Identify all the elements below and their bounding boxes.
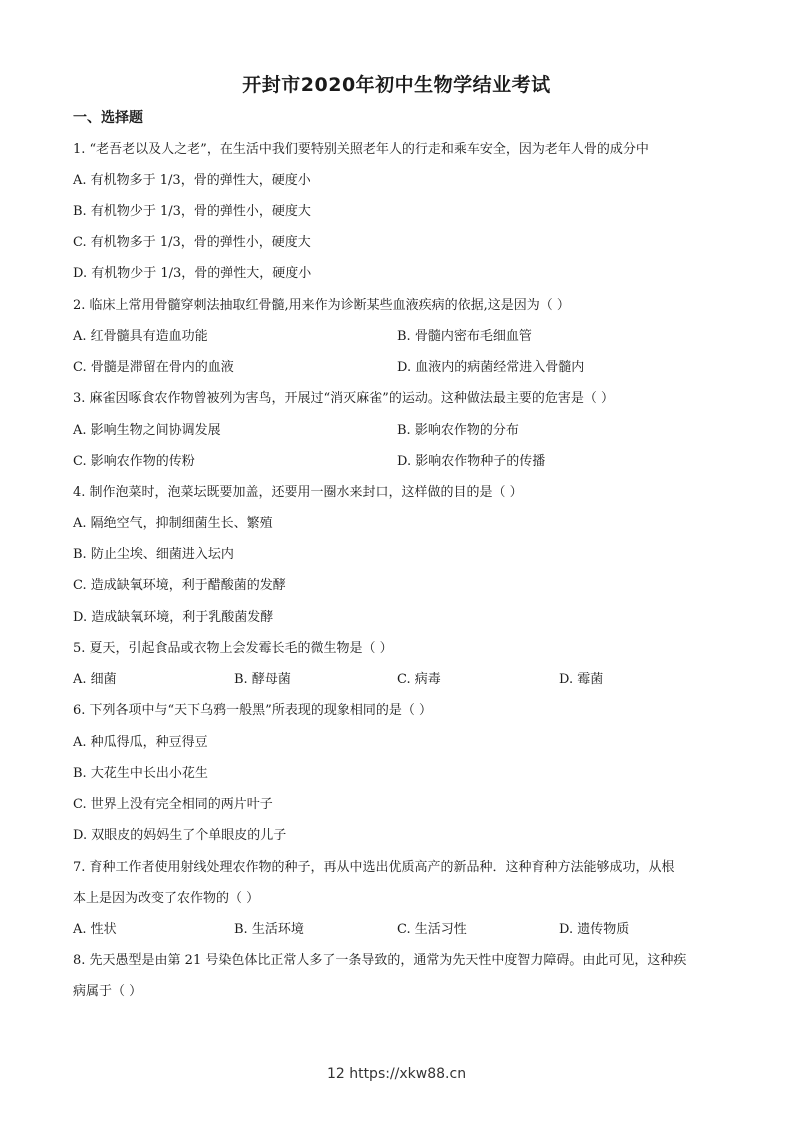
question-5-option-b: B. 酵母菌	[234, 672, 291, 687]
question-7-option-c: C. 生活习性	[397, 922, 467, 937]
question-7-stem-line-1: 7. 育种工作者使用射线处理农作物的种子，再从中选出优质高产的新品种．这种育种方法能够成功，从根	[73, 860, 675, 875]
question-2-stem: 2. 临床上常用骨髓穿刺法抽取红骨髓,用来作为诊断某些血液疾病的依据,这是因为（ ）	[73, 298, 570, 313]
question-6-option-a: A. 种瓜得瓜，种豆得豆	[73, 735, 208, 750]
question-4-option-b: B. 防止尘埃、细菌进入坛内	[73, 547, 234, 562]
question-8-stem-line-1: 8. 先天愚型是由第 21 号染色体比正常人多了一条导致的，通常为先天性中度智力障碍。由此可见，这种疾	[73, 953, 687, 968]
question-4-option-a: A. 隔绝空气，抑制细菌生长、繁殖	[73, 516, 273, 531]
question-6-stem: 6. 下列各项中与“天下乌鸦一般黑”所表现的现象相同的是（ ）	[73, 703, 432, 718]
question-1-option-a: A. 有机物多于 1/3，骨的弹性大，硬度小	[73, 173, 311, 188]
question-5-option-c: C. 病毒	[397, 672, 441, 687]
question-7-option-b: B. 生活环境	[234, 922, 304, 937]
question-2-option-d: D. 血液内的病菌经常进入骨髓内	[397, 360, 585, 375]
question-4-stem: 4. 制作泡菜时，泡菜坛既要加盖，还要用一圈水来封口，这样做的目的是（ ）	[73, 485, 523, 500]
question-2-option-b: B. 骨髓内密布毛细血管	[397, 329, 532, 344]
question-4-option-c: C. 造成缺氧环境，利于醋酸菌的发酵	[73, 578, 286, 593]
question-6-option-d: D. 双眼皮的妈妈生了个单眼皮的儿子	[73, 828, 287, 843]
question-2-option-a: A. 红骨髓具有造血功能	[73, 329, 208, 344]
question-1-option-d: D. 有机物少于 1/3，骨的弹性大，硬度小	[73, 266, 312, 281]
question-4-option-d: D. 造成缺氧环境，利于乳酸菌发酵	[73, 610, 274, 625]
question-7-stem-line-2: 本上是因为改变了农作物的（ ）	[73, 891, 260, 906]
question-1-stem: 1. “老吾老以及人之老”，在生活中我们要特别关照老年人的行走和乘车安全，因为老年人骨的成分中	[73, 142, 649, 157]
question-5-stem: 5. 夏天，引起食品或衣物上会发霉长毛的微生物是（ ）	[73, 641, 393, 656]
question-6-option-c: C. 世界上没有完全相同的两片叶子	[73, 797, 273, 812]
question-8-stem-line-2: 病属于（ ）	[73, 984, 143, 999]
question-3-stem: 3. 麻雀因啄食农作物曾被列为害鸟，开展过“消灭麻雀”的运动。这种做法最主要的危害是（ ）	[73, 391, 614, 406]
question-7-option-a: A. 性状	[73, 922, 117, 937]
question-3-option-a: A. 影响生物之间协调发展	[73, 423, 221, 438]
page-footer: 12 https://xkw88.cn	[326, 1066, 467, 1082]
question-2-option-c: C. 骨髓是滞留在骨内的血液	[73, 360, 234, 375]
question-3-option-c: C. 影响农作物的传粉	[73, 454, 195, 469]
question-3-option-d: D. 影响农作物种子的传播	[397, 454, 546, 469]
question-6-option-b: B. 大花生中长出小花生	[73, 766, 208, 781]
page-title: 开封市2020年初中生物学结业考试	[242, 74, 551, 96]
question-1-option-c: C. 有机物多于 1/3，骨的弹性小，硬度大	[73, 235, 311, 250]
section-heading: 一、选择题	[73, 110, 143, 126]
question-7-option-d: D. 遗传物质	[559, 922, 630, 937]
question-5-option-a: A. 细菌	[73, 672, 117, 687]
question-1-option-b: B. 有机物少于 1/3，骨的弹性小，硬度大	[73, 204, 311, 219]
question-3-option-b: B. 影响农作物的分布	[397, 423, 519, 438]
question-5-option-d: D. 霉菌	[559, 672, 604, 687]
